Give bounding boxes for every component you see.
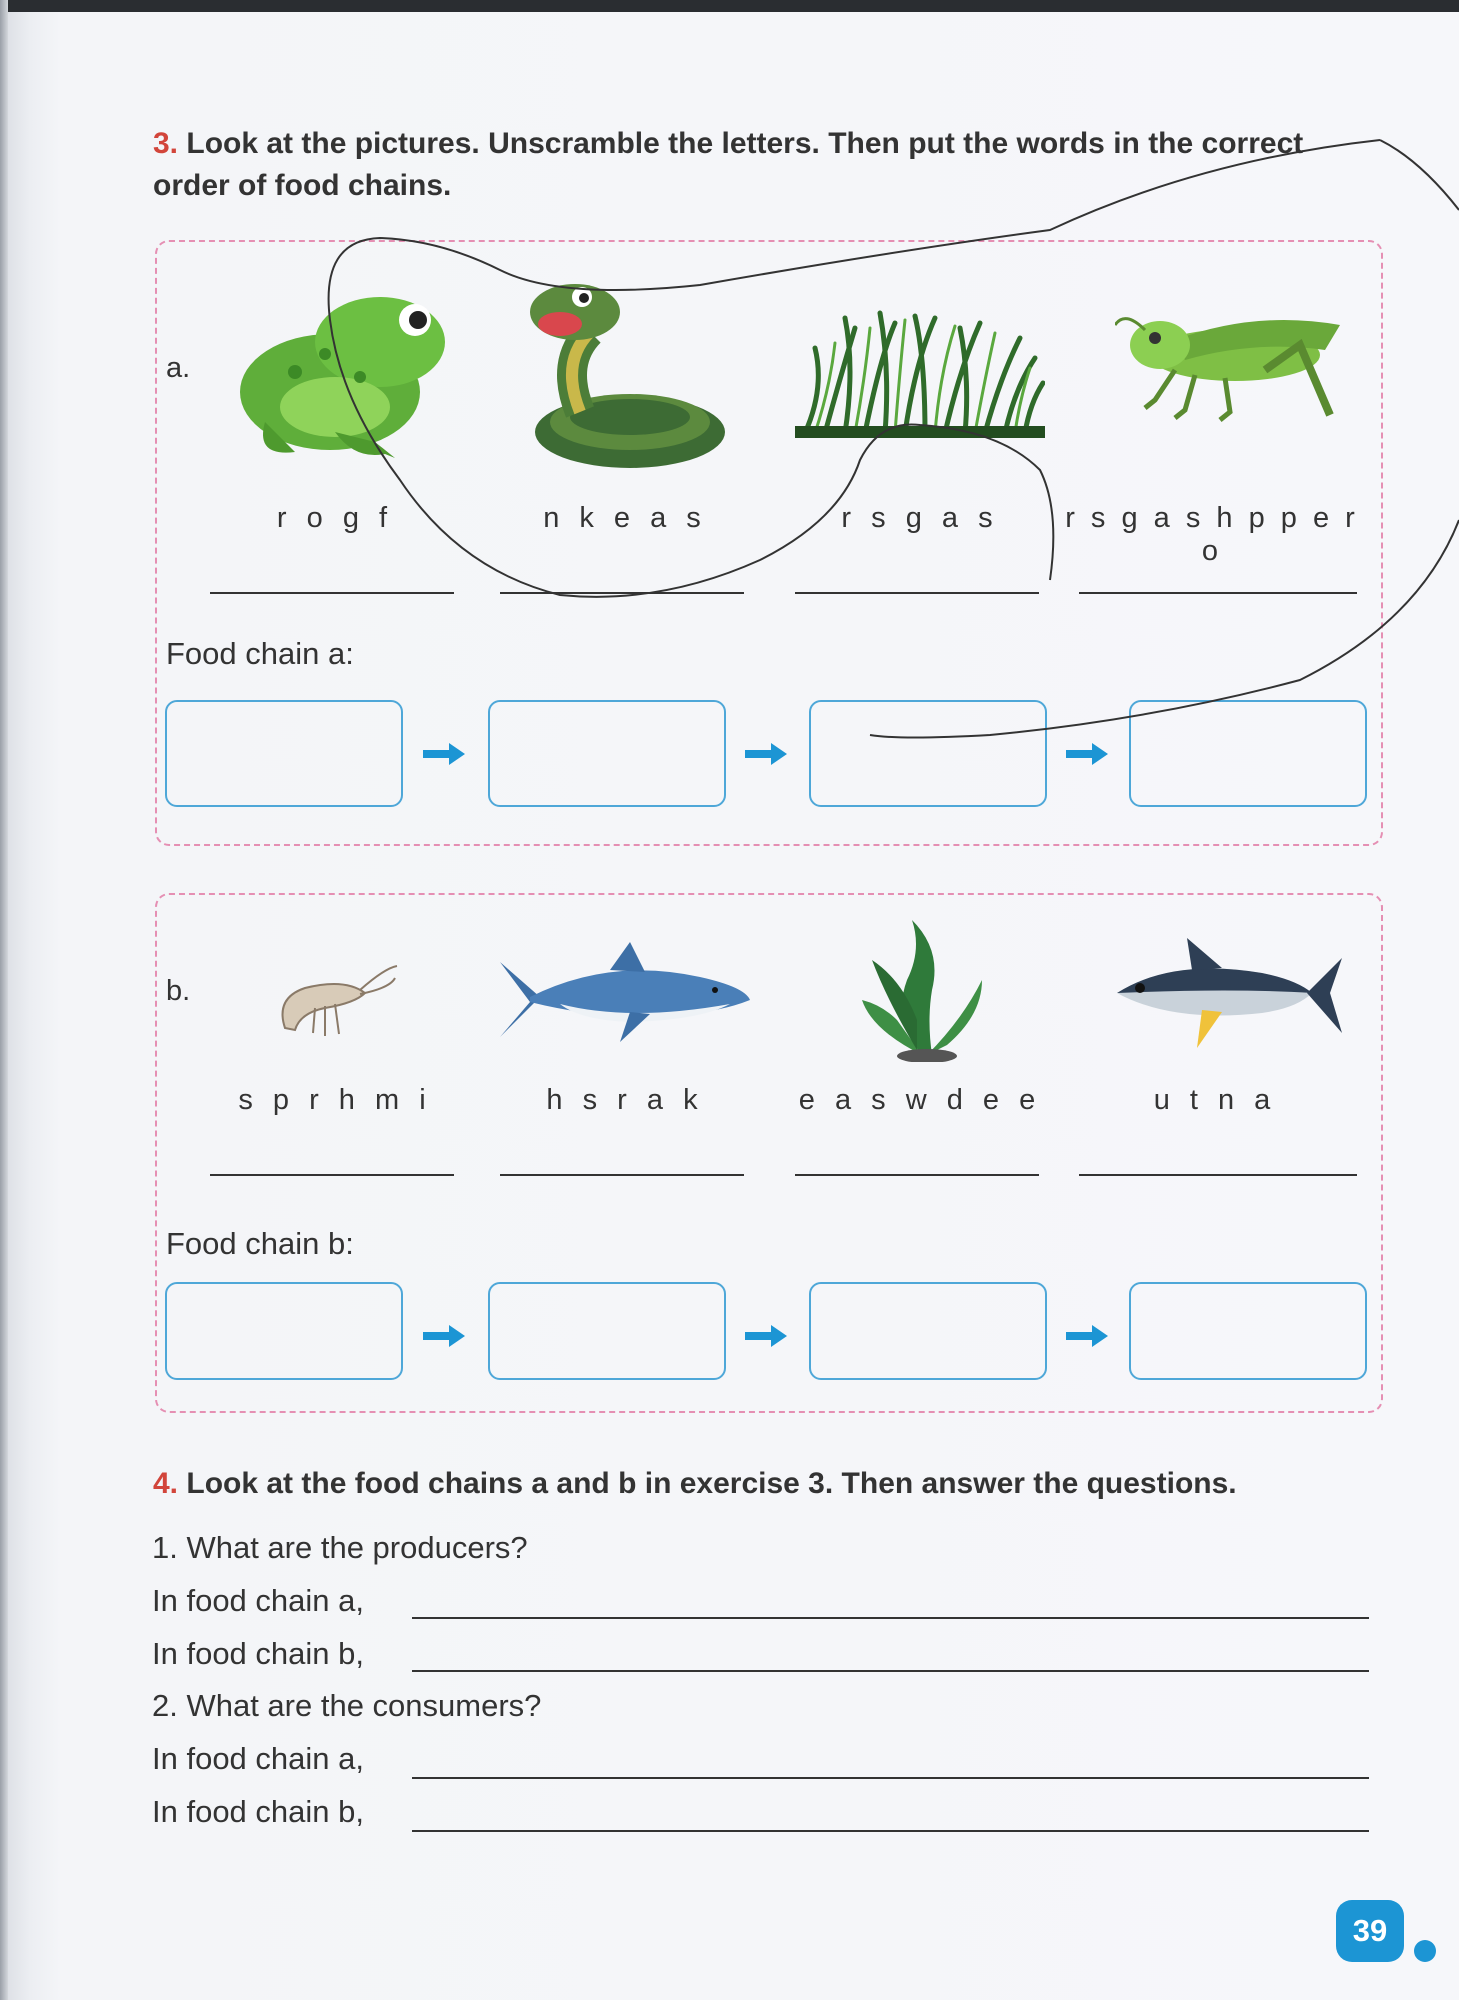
food-chain-b-label: Food chain b: bbox=[166, 1226, 354, 1261]
q2-chain-a-prompt: In food chain a, bbox=[152, 1741, 364, 1776]
chain-b-box-4[interactable] bbox=[1129, 1282, 1367, 1380]
q2-chain-b-answer-line[interactable] bbox=[412, 1830, 1369, 1832]
scramble-grasshopper: r s g a s h p p e r o bbox=[1065, 502, 1359, 567]
chain-b-box-2[interactable] bbox=[488, 1282, 726, 1380]
chain-a-box-4[interactable] bbox=[1129, 700, 1367, 807]
chain-a-box-2[interactable] bbox=[488, 700, 726, 807]
arrow-right-icon bbox=[423, 743, 465, 765]
question-1: 1. What are the producers? bbox=[152, 1530, 528, 1565]
grass-picture bbox=[795, 308, 1045, 438]
answer-blank-a4[interactable] bbox=[1079, 592, 1357, 594]
exercise-3-title bbox=[153, 124, 1303, 164]
answer-blank-b3[interactable] bbox=[795, 1174, 1039, 1176]
shark-picture bbox=[500, 942, 752, 1052]
q2-chain-a-answer-line[interactable] bbox=[412, 1777, 1369, 1779]
seaweed-picture bbox=[852, 920, 992, 1062]
scramble-shark: h s r a k bbox=[546, 1084, 704, 1116]
chain-b-box-3[interactable] bbox=[809, 1282, 1047, 1380]
scramble-tuna: u t n a bbox=[1153, 1084, 1277, 1116]
arrow-right-icon bbox=[1066, 743, 1108, 765]
exercise-3-title-line2: order of food chains. bbox=[153, 169, 452, 202]
answer-blank-a1[interactable] bbox=[210, 592, 454, 594]
chain-a-box-3[interactable] bbox=[809, 700, 1047, 807]
scramble-grass: r s g a s bbox=[841, 502, 999, 534]
page-number: 39 bbox=[1336, 1900, 1404, 1962]
chain-b-letter: b. bbox=[166, 975, 191, 1007]
chain-a-letter: a. bbox=[166, 352, 191, 384]
scramble-snake: n k e a s bbox=[543, 502, 707, 534]
q1-chain-a-answer-line[interactable] bbox=[412, 1617, 1369, 1619]
exercise-4-number: 4. bbox=[153, 1467, 179, 1500]
exercise-3-number: 3. bbox=[153, 127, 179, 160]
q1-chain-a-prompt: In food chain a, bbox=[152, 1583, 364, 1618]
answer-blank-b1[interactable] bbox=[210, 1174, 454, 1176]
question-2: 2. What are the consumers? bbox=[152, 1688, 542, 1723]
arrow-right-icon bbox=[423, 1325, 465, 1347]
snake-picture bbox=[520, 272, 730, 472]
exercise-4-instruction: Look at the food chains a and b in exercise 3. Then answer the questions. bbox=[186, 1467, 1237, 1500]
answer-blank-a2[interactable] bbox=[500, 592, 744, 594]
scan-left-edge bbox=[0, 0, 8, 2000]
tuna-picture bbox=[1112, 938, 1344, 1053]
answer-blank-a3[interactable] bbox=[795, 592, 1039, 594]
grasshopper-picture bbox=[1115, 300, 1345, 430]
q2-chain-b-prompt: In food chain b, bbox=[152, 1794, 364, 1829]
exercise-3-instruction-line1: Look at the pictures. Unscramble the letters. Then put the words in the correct bbox=[186, 127, 1304, 160]
frog-picture bbox=[235, 282, 457, 462]
scramble-frog: r o g f bbox=[276, 502, 394, 534]
food-chain-a-label: Food chain a: bbox=[166, 636, 354, 671]
answer-blank-b4[interactable] bbox=[1079, 1174, 1357, 1176]
scan-top-edge bbox=[0, 0, 1459, 12]
answer-blank-b2[interactable] bbox=[500, 1174, 744, 1176]
chain-b-box-1[interactable] bbox=[165, 1282, 403, 1380]
chain-a-box-1[interactable] bbox=[165, 700, 403, 807]
exercise-4-title bbox=[153, 1464, 1237, 1504]
page-number-dot bbox=[1414, 1940, 1436, 1962]
shrimp-picture bbox=[265, 958, 400, 1046]
q1-chain-b-prompt: In food chain b, bbox=[152, 1636, 364, 1671]
scramble-seaweed: e a s w d e e bbox=[798, 1084, 1042, 1116]
arrow-right-icon bbox=[745, 743, 787, 765]
scramble-shrimp: s p r h m i bbox=[238, 1084, 432, 1116]
arrow-right-icon bbox=[745, 1325, 787, 1347]
arrow-right-icon bbox=[1066, 1325, 1108, 1347]
q1-chain-b-answer-line[interactable] bbox=[412, 1670, 1369, 1672]
